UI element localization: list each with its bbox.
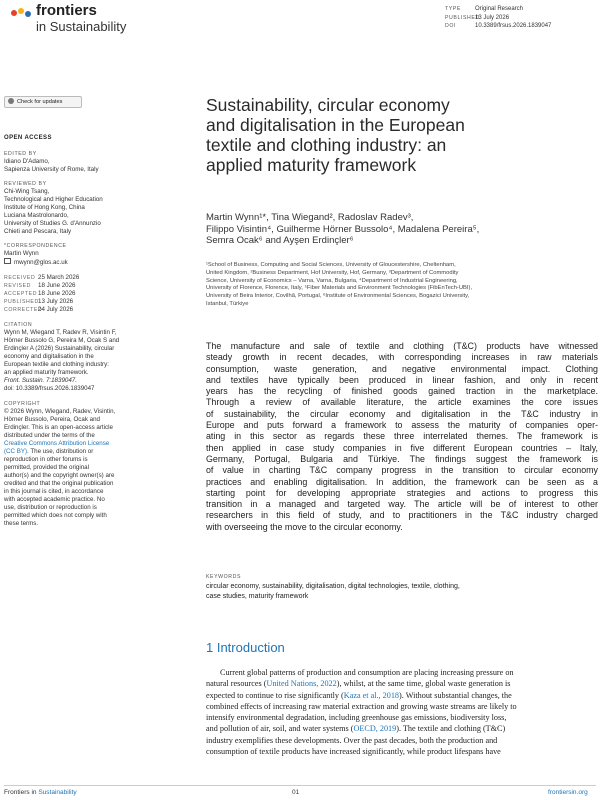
abstract-line: with overseeing the move to the circular economy.: [206, 521, 403, 532]
affiliation-line: Science, University of Economics – Varna, Varna, Bulgaria, ⁴Department of Industrial Engineering,: [206, 277, 458, 284]
date-value: 18 June 2026: [38, 290, 76, 297]
abstract-line: years has the recycling of finished goods gained traction in the marketplace.: [206, 386, 598, 397]
author-line: Filippo Visintin⁴, Guilherme Hörner Bussolo⁴, Madalena Pereira⁵,: [206, 223, 480, 235]
intro-text: natural resources (: [206, 679, 267, 689]
keywords-section: [206, 574, 596, 602]
license-row: [4, 448, 164, 456]
intro-text: ). Without substantial changes, the: [399, 690, 512, 700]
reviewed-by-list: [4, 188, 164, 236]
copyright-line: © 2026 Wynn, Wiegand, Radev, Visintin,: [4, 408, 116, 415]
date-label: CORRECTED: [4, 307, 43, 313]
copyright-line: distributed under the terms of the: [4, 432, 95, 439]
citation-text: [4, 329, 164, 393]
intro-text: industry exemplifies these developments. Over the past decades, both the production and: [206, 735, 498, 745]
keywords-list: [206, 582, 596, 602]
check-updates-label: Check for updates: [17, 99, 63, 105]
date-row: [4, 274, 164, 282]
introduction-body: [206, 667, 600, 757]
author-line: Semra Ocak⁶ and Ayşen Erdinçler⁶: [206, 235, 354, 246]
copyright-line: in this journal is cited, in accordance: [4, 488, 104, 495]
license-line: Creative Commons Attribution License: [4, 440, 110, 447]
title-line: Sustainability, circular economy: [206, 95, 450, 115]
journal-name-line1: frontiers: [36, 2, 97, 19]
copyright-line: credited and that the original publication: [4, 480, 114, 487]
intro-text: ). The textile and clothing (T&C): [396, 724, 506, 734]
citation-line: European textile and clothing industry:: [4, 361, 109, 368]
footer-journal-name[interactable]: Sustainability: [38, 789, 77, 796]
email-text: mwynn@glos.ac.uk: [14, 259, 68, 266]
intro-text: consumption of textile products have increased significantly, while product lifespans have: [206, 747, 501, 757]
email-icon: [4, 258, 11, 264]
abstract-line: starting point for developing appropriate strategies and actions to progress this: [206, 487, 598, 498]
copyright-line: with accepted academic practice. No: [4, 496, 105, 503]
citation-line: Erdinçler A (2026) Sustainability, circular: [4, 345, 115, 352]
abstract-line: Germany, Portugal, Bulgaria and Türkiye. The findings suggest the framework is: [206, 453, 598, 464]
date-label: REVISED: [4, 283, 31, 289]
license-link[interactable]: [4, 440, 164, 456]
citation-link[interactable]: Kaza et al., 2018: [343, 690, 400, 700]
reviewer-line: Technological and Higher Education: [4, 196, 103, 203]
copyright-line: permitted which does not comply with: [4, 512, 107, 519]
citation-link[interactable]: OECD, 2019: [353, 724, 397, 734]
affiliation-line: Istanbul, Türkiye: [206, 300, 249, 307]
article-title: [206, 95, 596, 175]
abstract-line: and textiles have typically been produced in linear fashion, and only in recent: [206, 374, 598, 385]
abstract-line: Through a review of available literature, the article examines the core issues: [206, 397, 598, 408]
copyright-line: author(s) and the copyright owner(s) are: [4, 472, 115, 479]
citation-line: an applied maturity framework.: [4, 369, 89, 376]
intro-line: [206, 667, 600, 678]
abstract-line: consumption, waste generation, and negative environmental impact. Clothing: [206, 363, 598, 374]
editor-line: Idiano D'Adamo,: [4, 158, 50, 165]
date-value: 25 March 2026: [38, 274, 80, 281]
date-value: 13 July 2026: [38, 298, 74, 305]
correspondence-email[interactable]: [4, 258, 164, 267]
copyright-line: these terms.: [4, 520, 39, 527]
date-row: [4, 290, 164, 298]
date-label: PUBLISHED: [4, 299, 39, 305]
citation-line: Front. Sustain. 7:1839047.: [4, 377, 77, 384]
date-row: [4, 306, 164, 314]
intro-text: intensify environmental degradation, including greenhouse gas emissions, biodiversity loss,: [206, 713, 507, 723]
abstract-line: of sustainability, the circular economy and digitalisation in the T&C industry in: [206, 408, 598, 419]
copyright-label: COPYRIGHT: [4, 401, 41, 407]
published-value: 13 July 2026: [475, 14, 510, 21]
citation-line: economy and digitalisation in the: [4, 353, 94, 360]
citation-label: CITATION: [4, 322, 33, 328]
intro-line: [206, 746, 600, 757]
citation-link[interactable]: United Nations, 2022: [266, 679, 337, 689]
footer-journal: [4, 789, 77, 796]
affiliation-line: ¹School of Business, Computing and Social Sciences, University of Gloucestershire, Cheltenham,: [206, 262, 456, 268]
affiliation-line: University of Florence, Florence, Italy, ⁵Fiber Materials and Environment Technologies (FibEnTech-UBI),: [206, 285, 473, 292]
abstract-line: of value in charting T&C company progress in the transition to circular economy: [206, 465, 598, 476]
journal-name-line2: in Sustainability: [36, 19, 127, 34]
abstract: [206, 341, 598, 533]
intro-text: expected to continue to rise significantly (: [206, 690, 344, 700]
date-row: [4, 298, 164, 306]
abstract-line: Europe and puts forward a framework to assess the maturity of companies oper-: [206, 420, 598, 431]
edited-by-label: EDITED BY: [4, 151, 37, 157]
correspondence-name: Martin Wynn: [4, 250, 39, 257]
citation-line: doi: 10.3389/frsus.2026.1839047: [4, 385, 95, 392]
type-value: Original Research: [475, 6, 524, 12]
reviewed-by-label: REVIEWED BY: [4, 181, 47, 187]
article-meta: [445, 5, 595, 31]
title-line: applied maturity framework: [206, 155, 417, 175]
frontiers-logo-icon: [10, 6, 32, 20]
page-number: 01: [292, 789, 300, 796]
footer-site-link[interactable]: frontiersin.org: [548, 789, 588, 796]
intro-text: combined effects of increasing raw material extraction and growing waste streams are likely to: [206, 701, 517, 711]
check-for-updates-button[interactable]: [4, 96, 82, 108]
abstract-line: transition in a managed and targeted way. The article will be of interest to other: [206, 499, 598, 510]
intro-line: [206, 690, 600, 701]
intro-line: [206, 735, 600, 746]
edited-by-list: [4, 158, 164, 174]
affiliation-line: University of Beira Interior, Covilhã, Portugal, ⁶Institute of Environmental Sciences, Bogazici University,: [206, 293, 470, 300]
update-icon: [8, 98, 14, 104]
copyright-line: Erdinçler. This is an open-access article: [4, 424, 113, 431]
license-line: (CC BY).: [4, 448, 29, 455]
doi-value[interactable]: 10.3389/frsus.2026.1839047: [475, 23, 552, 29]
doi-label: DOI: [445, 23, 457, 29]
abstract-line: The manufacture and sale of textile and clothing (T&C) products have witnessed: [206, 341, 598, 351]
keywords-line: circular economy, sustainability, digitalisation, digital technologies, textile, clothing,: [206, 583, 460, 590]
copyright-line: permitted, provided the original: [4, 464, 89, 471]
abstract-line: researchers in this field of study, and to practitioners in the T&C industry charged: [206, 510, 598, 521]
keywords-line: case studies, maturity framework: [206, 593, 309, 600]
section-heading-introduction: 1 Introduction: [206, 640, 285, 655]
date-value: 18 June 2026: [38, 282, 76, 289]
copyright-line: use, distribution or reproduction is: [4, 504, 97, 511]
intro-text: ), whilst, at the same time, global waste generation is: [336, 679, 511, 689]
intro-text: Current global patterns of production and consumption are placing increasing pressure on: [220, 668, 514, 677]
keywords-label: KEYWORDS: [206, 574, 242, 580]
open-access-label: OPEN ACCESS: [4, 135, 52, 141]
intro-text: and pollution of air, soil, and water systems (: [206, 724, 354, 734]
date-row: [4, 282, 164, 290]
date-value: 24 July 2026: [38, 306, 74, 313]
title-line: textile and clothing industry: an: [206, 135, 447, 155]
copyright-text: [4, 408, 164, 528]
title-line: and digitalisation in the European: [206, 115, 465, 135]
type-label: TYPE: [445, 6, 461, 12]
abstract-line: then applied in case study companies in five different European countries – Italy,: [206, 442, 598, 453]
published-label: PUBLISHED: [445, 14, 480, 21]
intro-line: [206, 723, 600, 734]
journal-logo: [8, 4, 148, 40]
footer-rule: [4, 785, 596, 786]
citation-line: Wynn M, Wiegand T, Radev R, Visintin F,: [4, 329, 117, 336]
dates-list: [4, 274, 164, 314]
correspondence-label: *CORRESPONDENCE: [4, 243, 67, 249]
date-label: RECEIVED: [4, 275, 36, 281]
abstract-line: ating in this sector as regards these three interrelated themes. The framework is: [206, 431, 598, 442]
footer-journal-prefix: Frontiers in: [4, 789, 39, 796]
abstract-line: practices and enabling digitalisation. In addition, the framework can be seen as a: [206, 476, 598, 487]
affiliations: [206, 262, 596, 309]
reviewer-line: Institute of Hong Kong, China: [4, 204, 85, 211]
copyright-line: The use, distribution or: [28, 448, 94, 455]
intro-line: [206, 701, 600, 712]
intro-line: [206, 678, 600, 689]
citation-line: Hörner Bussolo G, Pereira M, Ocak S and: [4, 337, 120, 344]
reviewer-line: Chieti and Pescara, Italy: [4, 228, 72, 235]
author-line: Martin Wynn¹*, Tina Wiegand², Radoslav Radev³,: [206, 212, 414, 223]
author-list: [206, 212, 596, 247]
reviewer-line: University of Studies G. d'Annunzio: [4, 220, 101, 227]
sidebar: [4, 134, 164, 528]
reviewer-line: Luciana Mastrolonardo,: [4, 212, 69, 219]
affiliation-line: United Kingdom, ²Business Department, Hof University, Hof, Germany, ³Department of Commodity: [206, 269, 459, 276]
copyright-line: reproduction in other forums is: [4, 456, 88, 463]
editor-line: Sapienza University of Rome, Italy: [4, 166, 99, 173]
intro-line: [206, 712, 600, 723]
abstract-line: steady growth in recent decades, with corresponding increases in raw materials: [206, 352, 598, 363]
copyright-line: Hörner Bussolo, Pereira, Ocak and: [4, 416, 100, 423]
date-label: ACCEPTED: [4, 291, 38, 297]
reviewer-line: Chi-Wing Tsang,: [4, 188, 50, 195]
